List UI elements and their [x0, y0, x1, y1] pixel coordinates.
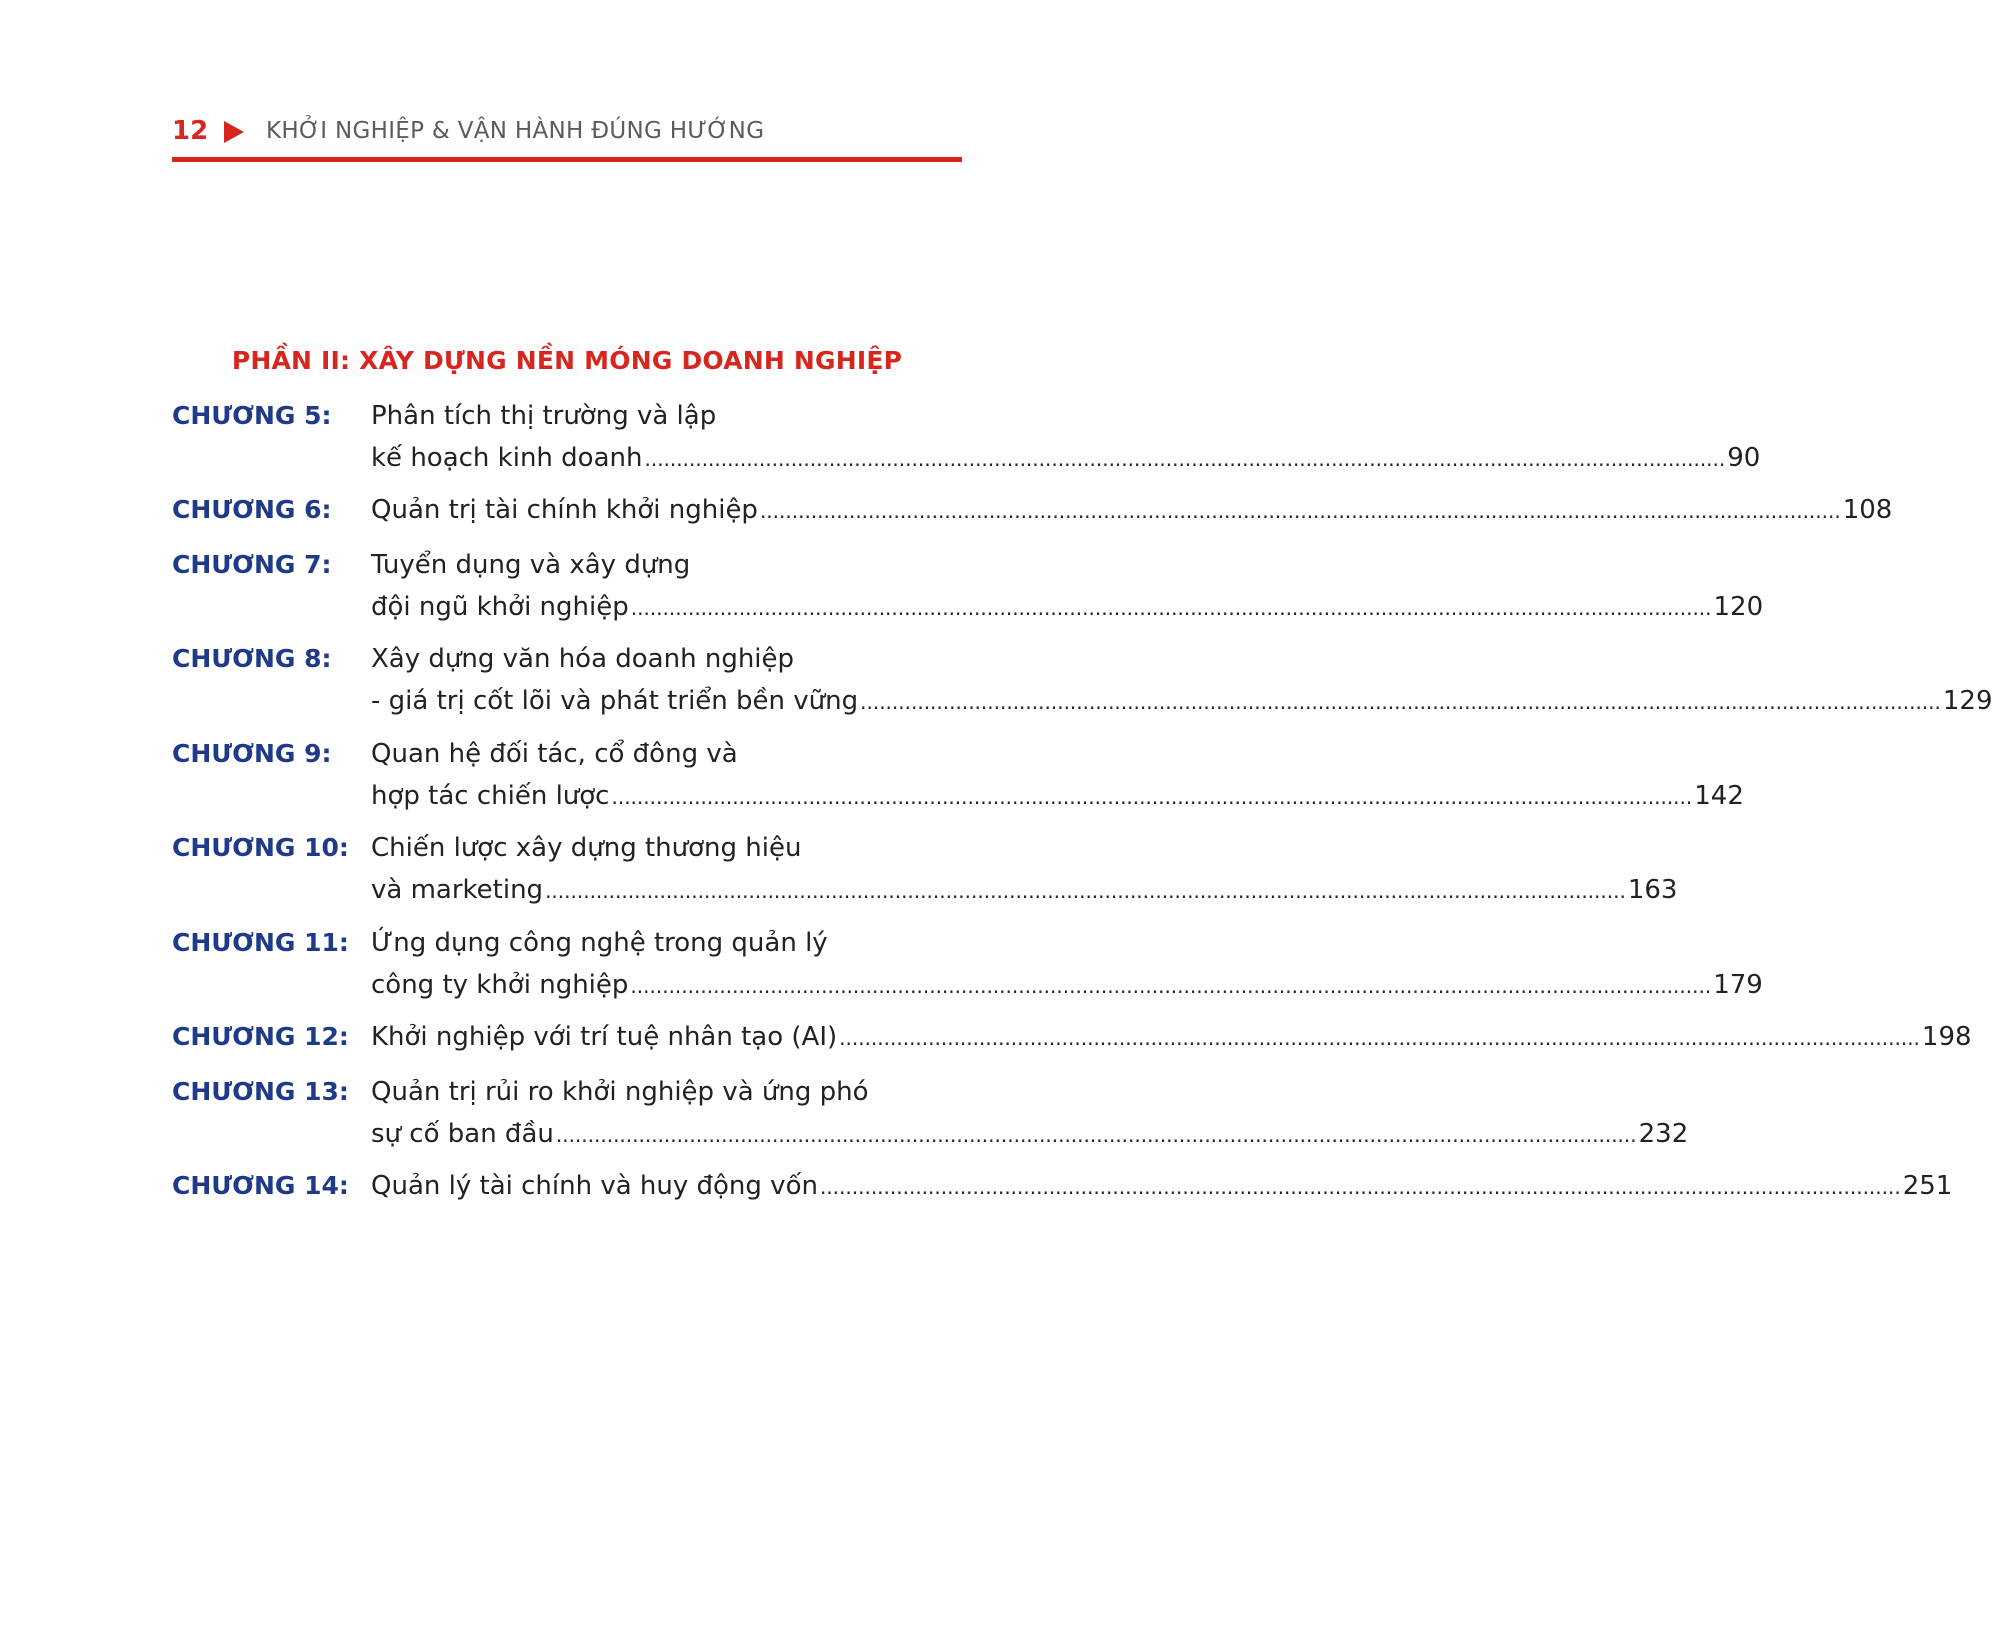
chapter-title [371, 733, 1744, 817]
chapter-label: CHƯƠNG 11: [172, 928, 349, 957]
chapter-title-line: Khởi nghiệp với trí tuệ nhân tạo (AI) [371, 1022, 838, 1052]
chapter-title-line: Phân tích thị trường và lập [371, 401, 717, 431]
chapter-title [371, 638, 1993, 722]
dot-leader: .......................................................................................................................................................................... [555, 1123, 1637, 1147]
dot-leader: .......................................................................................................................................................................... [839, 1026, 1920, 1050]
chapter-title-line: Quản trị rủi ro khởi nghiệp và ứng phó [371, 1077, 869, 1107]
chapter-page-number: 251 [1902, 1171, 1953, 1201]
chapter-page-number: 129 [1942, 686, 1993, 716]
chapter-title [371, 827, 1678, 911]
chapter-page-number: 232 [1638, 1119, 1689, 1149]
chapter-page-number: 142 [1694, 781, 1744, 811]
chapter-page-number: 120 [1713, 592, 1764, 622]
running-header [172, 112, 962, 152]
dot-leader: .......................................................................................................................................................................... [759, 499, 1841, 523]
chapter-title-line: sự cố ban đầu [371, 1119, 554, 1149]
dot-leader: .......................................................................................................................................................................... [860, 690, 1941, 714]
chapter-title-line: Xây dựng văn hóa doanh nghiệp [371, 644, 795, 674]
dot-leader: .......................................................................................................................................................................... [644, 447, 1726, 471]
play-arrow-icon [224, 121, 244, 143]
chapter-label: CHƯƠNG 9: [172, 739, 332, 768]
chapter-title-line: và marketing [371, 875, 544, 905]
chapter-page-number: 90 [1727, 443, 1761, 473]
header-divider [172, 157, 962, 162]
chapter-title [371, 1165, 1953, 1207]
chapter-title-line: Quan hệ đối tác, cổ đông và [371, 739, 738, 769]
chapter-label: CHƯƠNG 10: [172, 833, 349, 862]
chapter-title [371, 489, 1893, 531]
page-number: 12 [172, 116, 209, 146]
chapter-title [371, 1016, 1972, 1058]
dot-leader: .......................................................................................................................................................................... [630, 596, 1712, 620]
chapter-label: CHƯƠNG 12: [172, 1022, 349, 1051]
chapter-page-number: 198 [1921, 1022, 1972, 1052]
chapter-title-line: công ty khởi nghiệp [371, 970, 629, 1000]
chapter-title [371, 1071, 1689, 1155]
chapter-title [371, 922, 1763, 1006]
chapter-label: CHƯƠNG 14: [172, 1171, 349, 1200]
chapter-title-line: Ứng dụng công nghệ trong quản lý [371, 928, 828, 958]
chapter-label: CHƯƠNG 13: [172, 1077, 349, 1106]
chapter-title-line: đội ngũ khởi nghiệp [371, 592, 629, 622]
chapter-page-number: 163 [1627, 875, 1678, 905]
chapter-page-number: 179 [1713, 970, 1763, 1000]
chapter-title-line: Chiến lược xây dựng thương hiệu [371, 833, 802, 863]
chapter-label: CHƯƠNG 8: [172, 644, 332, 673]
chapter-title-line: - giá trị cốt lõi và phát triển bền vững [371, 686, 859, 716]
chapter-title-line: hợp tác chiến lược [371, 781, 610, 811]
chapter-title-line: Tuyển dụng và xây dựng [371, 550, 691, 580]
book-title: KHỞI NGHIỆP & VẬN HÀNH ĐÚNG HƯỚNG [266, 118, 765, 144]
chapter-label: CHƯƠNG 6: [172, 495, 332, 524]
chapter-title-line: kế hoạch kinh doanh [371, 443, 643, 473]
chapter-title [371, 544, 1764, 628]
chapter-label: CHƯƠNG 5: [172, 401, 332, 430]
chapter-title-line: Quản lý tài chính và huy động vốn [371, 1171, 818, 1201]
chapter-page-number: 108 [1842, 495, 1893, 525]
dot-leader: .......................................................................................................................................................................... [630, 974, 1712, 998]
dot-leader: .......................................................................................................................................................................... [819, 1175, 1901, 1199]
chapter-label: CHƯƠNG 7: [172, 550, 332, 579]
dot-leader: .......................................................................................................................................................................... [611, 785, 1693, 809]
chapter-title-line: Quản trị tài chính khởi nghiệp [371, 495, 758, 525]
part-title: PHẦN II: XÂY DỰNG NỀN MÓNG DOANH NGHIỆP [231, 346, 903, 375]
chapter-title [371, 395, 1761, 479]
dot-leader: .......................................................................................................................................................................... [545, 879, 1626, 903]
